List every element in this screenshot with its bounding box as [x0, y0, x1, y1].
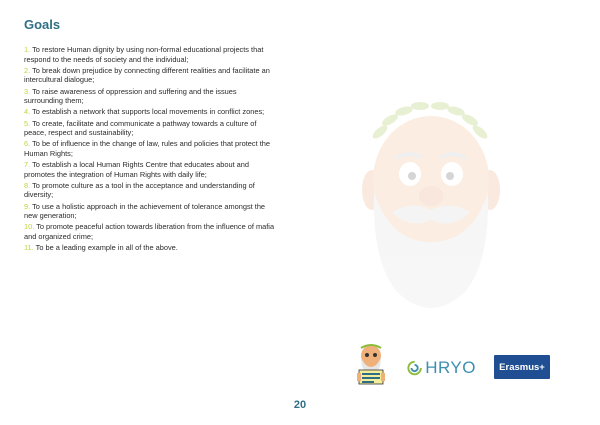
goal-number: 6. — [24, 139, 31, 149]
list-item — [24, 87, 276, 106]
page-title: Goals — [24, 17, 61, 32]
goal-text: To raise awareness of oppression and suffering and the issues surrounding them; — [24, 86, 237, 106]
list-item — [24, 139, 276, 158]
goal-number: 11. — [24, 243, 34, 253]
goal-text: To be of influence in the change of law, rules and policies that protect the Human Rights; — [24, 139, 270, 158]
goal-text: To establish a local Human Rights Centre that educates about and promotes the integration of Human Rights with daily life; — [24, 160, 250, 179]
list-item — [24, 160, 276, 179]
list-item — [24, 45, 276, 64]
goal-number: 3. — [24, 86, 31, 96]
goal-text: To be a leading example in all of the above. — [33, 243, 178, 253]
list-item — [24, 107, 276, 117]
goal-number: 4. — [24, 107, 31, 117]
hryo-logo — [406, 356, 476, 380]
goal-number: 1. — [24, 45, 31, 54]
goal-number: 10. — [24, 222, 35, 232]
goal-text: To establish a network that supports local movements in conflict zones; — [30, 107, 265, 117]
goal-number: 5. — [24, 118, 31, 128]
goal-text: To use a holistic approach in the achievement of tolerance amongst the new generation; — [24, 201, 266, 221]
goal-number: 8. — [24, 180, 31, 190]
hryo-swirl-icon — [406, 357, 423, 379]
erasmus-logo: Erasmus+ — [494, 355, 550, 379]
list-item — [24, 66, 276, 85]
goal-number: 9. — [24, 201, 31, 211]
goal-text: To promote culture as a tool in the acceptance and understanding of diversity; — [24, 180, 255, 200]
goal-text: To break down prejudice by connecting different realities and facilitate an intercultural dialogue; — [24, 65, 270, 85]
page-number: 20 — [293, 399, 307, 411]
goals-list — [24, 45, 276, 254]
mascot-watermark-image — [352, 92, 510, 314]
list-item — [24, 202, 276, 221]
mascot-logo — [353, 343, 389, 388]
list-item — [24, 181, 276, 200]
hryo-logo-text: HRYO — [425, 358, 476, 377]
list-item — [24, 243, 276, 253]
list-item — [24, 222, 276, 241]
goal-number: 2. — [24, 65, 31, 75]
goal-number: 7. — [24, 160, 31, 170]
goal-text: To create, facilitate and communicate a pathway towards a culture of peace, respect and sustainability; — [24, 118, 257, 138]
list-item — [24, 119, 276, 138]
goal-text: To restore Human dignity by using non-formal educational projects that respond to the needs of society and the individual; — [24, 45, 264, 64]
goal-text: To promote peaceful action towards liberation from the influence of mafia and organized crime; — [24, 222, 275, 242]
